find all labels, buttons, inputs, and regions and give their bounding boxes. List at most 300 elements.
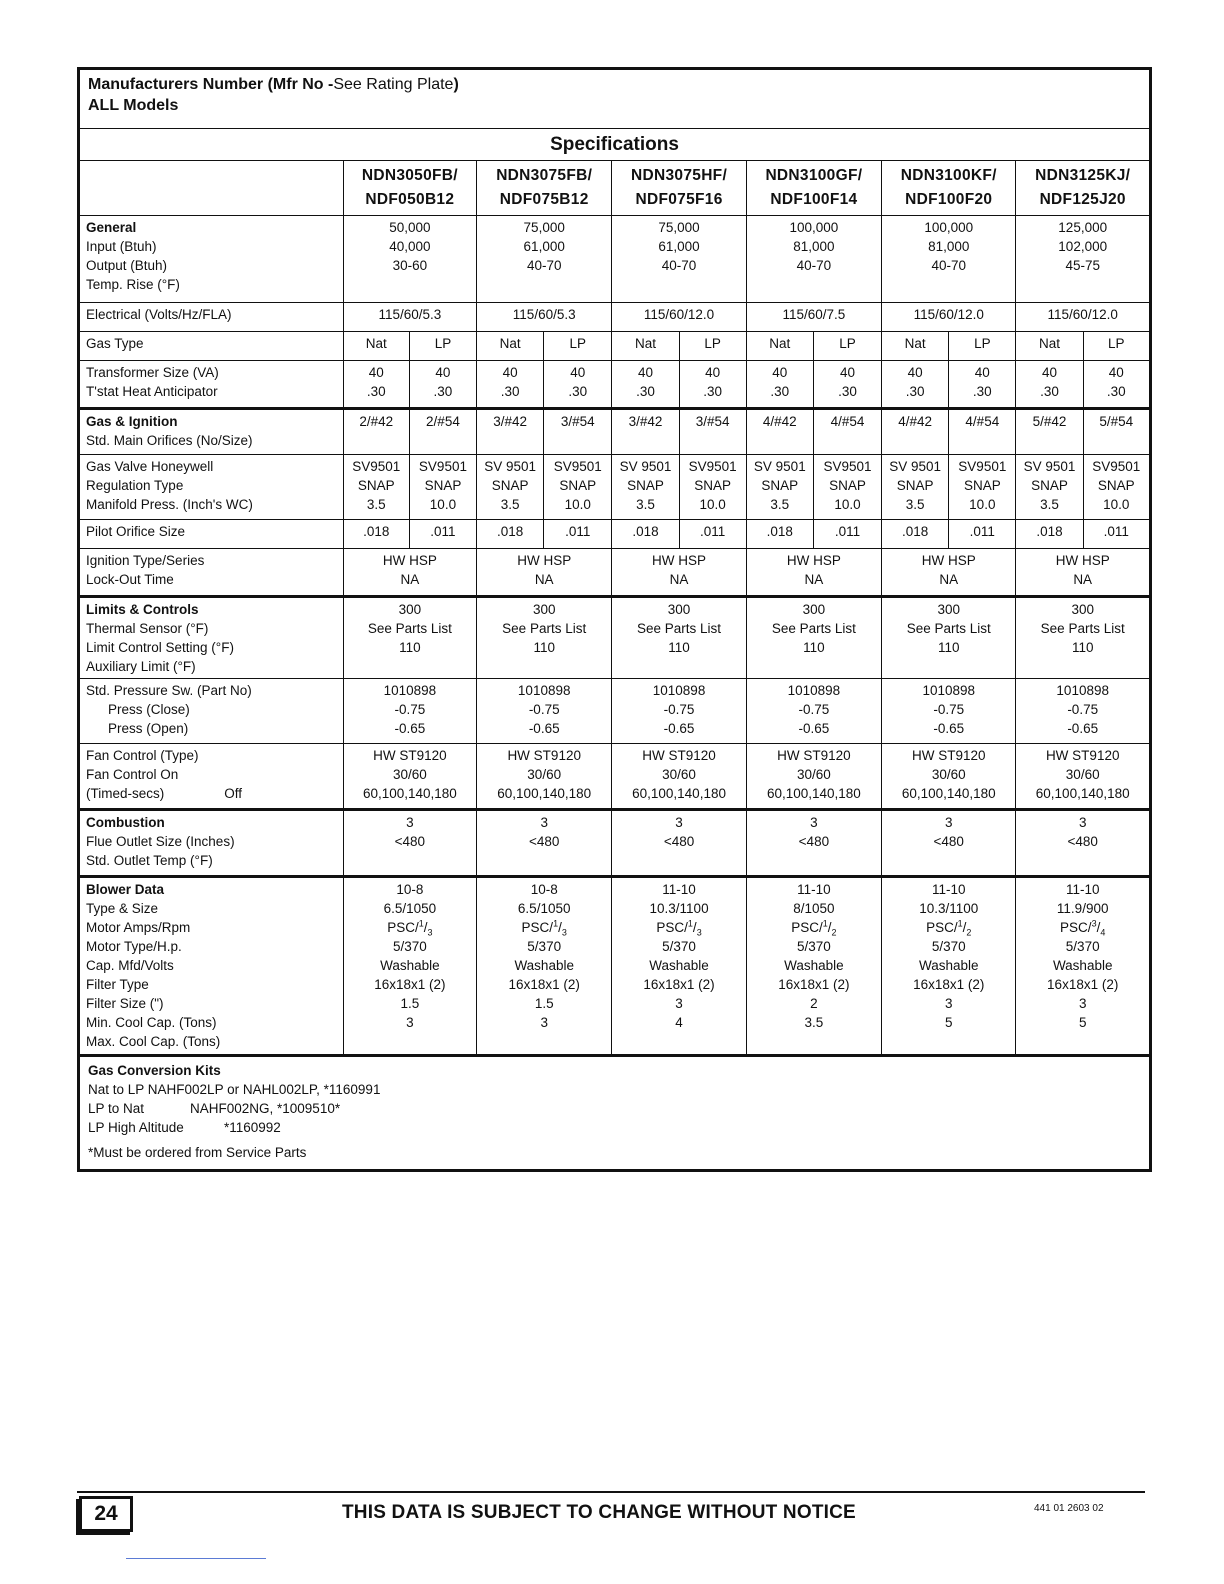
ignition-row <box>79 549 1151 597</box>
blower-label: Motor Type/H.p. <box>86 939 182 954</box>
model-column-header <box>882 161 1016 216</box>
transformer-value-cell <box>477 361 544 409</box>
limits-label-cell <box>79 597 344 679</box>
fan-value: 30/60 <box>796 767 831 782</box>
fan-value-cell <box>746 744 881 810</box>
limits-value-cell <box>1016 597 1151 679</box>
gas_valve-label: Manifold Press. (Inch's WC) <box>86 497 253 512</box>
gas_type-value: LP <box>839 336 856 351</box>
combustion-value: <480 <box>798 834 830 849</box>
general-value: 125,000 <box>1058 220 1108 235</box>
fan-value: 30/60 <box>1065 767 1100 782</box>
pressure-value: 1010898 <box>652 683 706 698</box>
fan-value-cell <box>477 744 612 810</box>
pilot-value-cell <box>1083 520 1150 549</box>
gas_ignition-value: 3/#54 <box>695 414 730 429</box>
transformer-value: 40 <box>570 365 586 380</box>
pressure-value: 1010898 <box>1056 683 1109 698</box>
page-number: 24 <box>79 1496 133 1532</box>
footer-divider <box>77 1491 1145 1493</box>
fan-value: 60,100,140,180 <box>497 786 592 801</box>
limits-value: See Parts List <box>637 621 722 636</box>
ignition-value: NA <box>400 572 420 587</box>
transformer-value-cell <box>343 361 409 409</box>
blower-cap: 5/370 <box>662 939 696 954</box>
blower-cap: 5/370 <box>392 939 427 954</box>
blower-motor-hp: PSC/$^1/_2$ <box>791 918 837 938</box>
general-value: 40-70 <box>796 258 832 273</box>
combustion-value: 3 <box>810 815 818 830</box>
general-value-cell <box>1016 216 1151 303</box>
general-value: 100,000 <box>789 220 839 235</box>
pilot-value: .011 <box>834 524 861 539</box>
pressure-value: -0.75 <box>933 702 965 717</box>
blower-filter-size: 16x18x1 (2) <box>913 977 985 992</box>
manufacturer-number-header <box>79 69 1151 129</box>
transformer-value: .30 <box>838 384 857 399</box>
ignition-label-cell <box>79 549 344 597</box>
blower-type-size: 10-8 <box>530 882 558 897</box>
limits-label: Auxiliary Limit (°F) <box>86 659 196 674</box>
blower-min-cool: 3 <box>675 996 683 1011</box>
electrical-value-cell <box>1016 303 1151 332</box>
gas_valve-value: 10.0 <box>429 497 457 512</box>
blower-type-size: 11-10 <box>662 882 696 897</box>
motor-type: PSC/ <box>926 920 958 935</box>
fan-value-cell <box>882 744 1016 810</box>
gas_valve-value-cell <box>746 455 813 520</box>
pilot-value-cell <box>343 520 409 549</box>
general-value: 40,000 <box>389 239 431 254</box>
transformer-value: 40 <box>1041 365 1057 380</box>
model-number: NDN3100GF/ <box>765 167 863 184</box>
general-value-cell <box>343 216 476 303</box>
blower-motor-hp: PSC/$^1/_2$ <box>926 918 972 938</box>
limits-value: 110 <box>399 640 421 655</box>
blower-motor-amps: 11.9/900 <box>1056 901 1109 916</box>
combustion-value: <480 <box>663 834 695 849</box>
general-label: Input (Btuh) <box>86 239 157 254</box>
bottom-link-underline[interactable] <box>126 1558 266 1559</box>
limits-value-cell <box>612 597 746 679</box>
transformer-value: 40 <box>368 365 384 380</box>
gas_valve-value: SV9501 <box>418 459 467 474</box>
limits-value: See Parts List <box>771 621 856 636</box>
ignition-value: HW HSP <box>786 553 841 568</box>
gas_valve-value: 10.0 <box>1103 497 1130 512</box>
gas_type-value-cell <box>409 332 476 361</box>
general-value: 102,000 <box>1058 239 1108 254</box>
ignition-value-cell <box>882 549 1016 597</box>
transformer-value: .30 <box>972 384 992 399</box>
pressure-value: -0.75 <box>1067 702 1099 717</box>
gas_valve-value: 3.5 <box>366 497 386 512</box>
transformer-value: 40 <box>705 365 721 380</box>
blower-min-cool: 3 <box>1078 996 1087 1011</box>
gas_ignition-value: 4/#54 <box>830 414 865 429</box>
kit-lp-high-altitude-value: *1160992 <box>224 1120 281 1135</box>
limits-value: See Parts List <box>906 621 991 636</box>
limits-value: See Parts List <box>502 621 587 636</box>
gas_valve-value: SV9501 <box>823 459 872 474</box>
transformer-value-cell <box>679 361 746 409</box>
pressure-row <box>79 679 1151 744</box>
blower-motor-hp: PSC/$^1/_3$ <box>656 918 702 938</box>
gas_type-value: LP <box>1108 336 1125 351</box>
blower-label: Motor Amps/Rpm <box>86 920 191 935</box>
gas_ignition-value-cell <box>477 409 544 455</box>
combustion-value-cell <box>612 810 746 877</box>
gas_valve-value-cell <box>612 455 679 520</box>
limits-value: 110 <box>668 640 690 655</box>
blower-label: Max. Cool Cap. (Tons) <box>86 1034 221 1049</box>
combustion-value: 3 <box>540 815 548 830</box>
electrical-label-cell <box>79 303 344 332</box>
mfr-close: ) <box>453 76 459 93</box>
fan-value: HW ST9120 <box>373 748 447 763</box>
ignition-value: NA <box>1073 572 1093 587</box>
kit-lp-to-nat <box>88 1099 1141 1118</box>
pressure-label-cell <box>79 679 344 744</box>
transformer-value: .30 <box>1106 384 1126 399</box>
combustion-section-title: Combustion <box>86 815 165 830</box>
pilot-value: .011 <box>430 524 456 539</box>
pilot-value-cell <box>612 520 679 549</box>
blower-label: Min. Cool Cap. (Tons) <box>86 1015 217 1030</box>
fan-label: Fan Control (Type) <box>86 748 199 763</box>
blower-filter-type: Washable <box>784 958 844 973</box>
pilot-value: .018 <box>363 524 390 539</box>
general-value: 61,000 <box>658 239 700 254</box>
gas_valve-value: 10.0 <box>699 497 726 512</box>
limits-value: 300 <box>667 602 691 617</box>
pilot-value: .018 <box>496 524 524 539</box>
pressure-value-cell <box>746 679 881 744</box>
combustion-value: <480 <box>1067 834 1098 849</box>
pressure-value: -0.65 <box>798 721 830 736</box>
pressure-value-cell <box>612 679 746 744</box>
transformer-value: 40 <box>772 365 788 380</box>
limits-value: 300 <box>398 602 422 617</box>
gas_ignition-value: 4/#54 <box>965 414 1000 429</box>
gas_valve-row <box>79 455 1151 520</box>
transformer-value-cell <box>409 361 476 409</box>
ignition-value: NA <box>939 572 959 587</box>
gas_type-value-cell <box>746 332 813 361</box>
pressure-value: 1010898 <box>922 683 976 698</box>
gas_ignition-section-title: Gas & Ignition <box>86 414 178 429</box>
blower-filter-type: Washable <box>380 958 440 973</box>
gas_type-value: Nat <box>634 336 656 351</box>
blower-motor-amps: 10.3/1100 <box>649 901 709 916</box>
gas_valve-value: 10.0 <box>834 497 861 512</box>
transformer-value-cell <box>1016 361 1083 409</box>
blower-value-cell <box>612 877 746 1056</box>
limits-value: 110 <box>803 640 825 655</box>
gas_valve-value: 3.5 <box>636 497 655 512</box>
blower-section-title: Blower Data <box>86 882 165 897</box>
motor-type: PSC/ <box>1060 920 1092 935</box>
gas_valve-value: SV9501 <box>1092 459 1141 474</box>
gas_valve-value: SV 9501 <box>889 459 942 474</box>
blower-filter-size: 16x18x1 (2) <box>1047 977 1119 992</box>
gas_ignition-value: 2/#54 <box>426 414 460 429</box>
transformer-value: 40 <box>435 365 451 380</box>
gas_type-label: Gas Type <box>86 336 144 351</box>
combustion-value-cell <box>477 810 612 877</box>
blower-motor-amps: 6.5/1050 <box>517 901 571 916</box>
pilot-value-cell <box>746 520 813 549</box>
gas_ignition-value: 4/#42 <box>898 414 933 429</box>
gas_valve-value-cell <box>882 455 949 520</box>
pressure-value: -0.65 <box>663 721 695 736</box>
gas_valve-value: SNAP <box>491 478 529 493</box>
general-label: Temp. Rise (°F) <box>86 277 180 292</box>
gas_ignition-value-cell <box>1016 409 1083 455</box>
fan-value: HW ST9120 <box>507 748 581 763</box>
gas_ignition-value: 5/#42 <box>1032 414 1067 429</box>
transformer-value: 40 <box>907 365 923 380</box>
model-number: NDF100F14 <box>770 191 858 208</box>
electrical-row <box>79 303 1151 332</box>
gas_ignition-value-cell <box>612 409 679 455</box>
pilot-label: Pilot Orifice Size <box>86 524 186 539</box>
blower-min-cool: 1.5 <box>534 996 554 1011</box>
fan-value: HW ST9120 <box>1045 748 1120 763</box>
pressure-value-cell <box>882 679 1016 744</box>
pilot-value: .011 <box>699 524 726 539</box>
gas_type-value-cell <box>679 332 746 361</box>
blower-motor-hp: PSC/$^1/_3$ <box>521 918 567 938</box>
general-value: 30-60 <box>392 258 428 273</box>
general-row <box>79 216 1151 303</box>
limits-value-cell <box>477 597 612 679</box>
model-header-row <box>79 161 1151 216</box>
fan-value: 60,100,140,180 <box>632 786 726 801</box>
general-value-cell <box>746 216 881 303</box>
transformer-value-cell <box>746 361 813 409</box>
gas_ignition-value: 3/#42 <box>628 414 663 429</box>
gas_valve-value: SV9501 <box>958 459 1007 474</box>
transformer-value: .30 <box>905 384 925 399</box>
gas_valve-value-cell <box>1083 455 1150 520</box>
general-value: 45-75 <box>1065 258 1100 273</box>
pressure-value: 1010898 <box>383 683 437 698</box>
limits-value-cell <box>343 597 476 679</box>
fan-value: 60,100,140,180 <box>766 786 861 801</box>
limits-value: 300 <box>802 602 826 617</box>
transformer-value-cell <box>544 361 612 409</box>
electrical-value: 115/60/12.0 <box>1047 307 1118 322</box>
transformer-value: 40 <box>637 365 653 380</box>
kit-nat-to-lp: Nat to LP NAHF002LP or NAHL002LP, *1160991 <box>88 1082 381 1097</box>
gas_ignition-value: 4/#42 <box>762 414 797 429</box>
general-value: 40-70 <box>526 258 562 273</box>
ignition-value: NA <box>804 572 824 587</box>
pilot-value-cell <box>544 520 612 549</box>
electrical-label: Electrical (Volts/Hz/FLA) <box>86 307 232 322</box>
pressure-value: -0.75 <box>528 702 560 717</box>
gas_valve-value-cell <box>409 455 476 520</box>
fan-value-cell <box>612 744 746 810</box>
gas_type-value: LP <box>434 336 452 351</box>
fan-value: 30/60 <box>392 767 427 782</box>
blower-filter-size: 16x18x1 (2) <box>778 977 850 992</box>
pilot-value: .011 <box>565 524 591 539</box>
pilot-value: .011 <box>1103 524 1129 539</box>
pressure-value: 1010898 <box>787 683 841 698</box>
blower-label: Filter Type <box>86 977 149 992</box>
blower-type-size: 11-10 <box>797 882 831 897</box>
model-header-blank <box>79 161 344 216</box>
combustion-label: Flue Outlet Size (Inches) <box>86 834 235 849</box>
ignition-value-cell <box>1016 549 1151 597</box>
gas_type-value: Nat <box>365 336 387 351</box>
fan-value: 30/60 <box>662 767 696 782</box>
specifications-title: Specifications <box>79 129 1151 161</box>
ignition-value-cell <box>612 549 746 597</box>
gas_valve-value: SV 9501 <box>619 459 672 474</box>
blower-max-cool: 5 <box>1078 1015 1087 1030</box>
gas_valve-value-cell <box>343 455 409 520</box>
gas_type-value-cell <box>544 332 612 361</box>
blower-value-cell <box>343 877 476 1056</box>
pilot-label-cell <box>79 520 344 549</box>
transformer-value-cell <box>813 361 881 409</box>
gas_ignition-value-cell <box>949 409 1016 455</box>
all-models-label: ALL Models <box>88 97 179 114</box>
electrical-value: 115/60/7.5 <box>782 307 846 322</box>
transformer-value: 40 <box>974 365 990 380</box>
pressure-value-cell <box>1016 679 1151 744</box>
pilot-value: .018 <box>902 524 929 539</box>
transformer-value: .30 <box>433 384 453 399</box>
electrical-value: 115/60/5.3 <box>378 307 442 322</box>
combustion-label-cell <box>79 810 344 877</box>
gas_ignition-value-cell <box>1083 409 1150 455</box>
gas_valve-label-cell <box>79 455 344 520</box>
pilot-value-cell <box>949 520 1016 549</box>
ignition-label: Ignition Type/Series <box>86 553 205 568</box>
ignition-value: NA <box>669 572 689 587</box>
pressure-value-cell <box>477 679 612 744</box>
fan-label: Fan Control On <box>86 767 179 782</box>
gas_type-label-cell <box>79 332 344 361</box>
motor-type: PSC/ <box>791 920 823 935</box>
hp-denominator: 3 <box>696 927 702 938</box>
ignition-value: NA <box>534 572 554 587</box>
gas_valve-value: SNAP <box>357 478 395 493</box>
blower-value-cell <box>746 877 881 1056</box>
gas_type-value-cell <box>949 332 1016 361</box>
gas_type-value-cell <box>1016 332 1083 361</box>
gas_type-value-cell <box>882 332 949 361</box>
gas_ignition-label: Std. Main Orifices (No/Size) <box>86 433 253 448</box>
general-value: 40-70 <box>931 258 966 273</box>
conversion-kits-row <box>79 1056 1151 1171</box>
limits-value: 300 <box>937 602 960 617</box>
general-value: 50,000 <box>389 220 431 235</box>
limits-value: 110 <box>1071 640 1094 655</box>
blower-motor-amps: 6.5/1050 <box>383 901 437 916</box>
general-value: 61,000 <box>523 239 565 254</box>
hp-denominator: 4 <box>1100 927 1106 938</box>
blower-label: Cap. Mfd/Volts <box>86 958 174 973</box>
model-column-header <box>1016 161 1151 216</box>
specifications-table <box>77 67 1152 1172</box>
transformer-value: .30 <box>366 384 386 399</box>
gas_valve-value: SV 9501 <box>753 459 806 474</box>
blower-max-cool: 5 <box>944 1015 953 1030</box>
ignition-value: HW HSP <box>517 553 572 568</box>
limits-row <box>79 597 1151 679</box>
gas_type-row <box>79 332 1151 361</box>
model-number: NDF050B12 <box>365 191 455 208</box>
gas_valve-value: SNAP <box>963 478 1001 493</box>
transformer-value: .30 <box>770 384 790 399</box>
electrical-value-cell <box>612 303 746 332</box>
gas_valve-label: Regulation Type <box>86 478 184 493</box>
pressure-value: -0.75 <box>394 702 426 717</box>
ignition-value: HW HSP <box>921 553 976 568</box>
hp-denominator: 3 <box>561 927 567 938</box>
fan-label <box>86 784 337 803</box>
pilot-value-cell <box>477 520 544 549</box>
transformer-value: .30 <box>703 384 723 399</box>
gas_valve-value-cell <box>477 455 544 520</box>
motor-type: PSC/ <box>521 920 554 935</box>
pressure-label: Press (Close) <box>108 702 190 717</box>
transformer-value: 40 <box>502 365 518 380</box>
ignition-value: HW HSP <box>652 553 707 568</box>
pilot-value: .011 <box>969 524 995 539</box>
model-number: NDN3100KF/ <box>900 167 997 184</box>
hp-denominator: 2 <box>966 927 972 938</box>
model-number: NDN3075HF/ <box>631 167 728 184</box>
blower-min-cool: 3 <box>944 996 953 1011</box>
gas_valve-value: SNAP <box>829 478 866 493</box>
gas_valve-value: SNAP <box>1097 478 1135 493</box>
model-column-header <box>746 161 881 216</box>
mfr-label: Manufacturers Number (Mfr No - <box>88 76 334 93</box>
hp-numerator: 3 <box>1091 918 1097 929</box>
combustion-value: 3 <box>1078 815 1087 830</box>
combustion-value-cell <box>1016 810 1151 877</box>
general-section-title: General <box>86 220 137 235</box>
electrical-value-cell <box>882 303 1016 332</box>
gas_type-value-cell <box>477 332 544 361</box>
fan-value: 30/60 <box>527 767 562 782</box>
electrical-value-cell <box>746 303 881 332</box>
pilot-value-cell <box>882 520 949 549</box>
general-value: 75,000 <box>658 220 700 235</box>
pilot-value: .018 <box>766 524 793 539</box>
combustion-value-cell <box>746 810 881 877</box>
gas_valve-value: 3.5 <box>905 497 925 512</box>
blower-max-cool: 3 <box>406 1015 414 1030</box>
pressure-value: -0.75 <box>798 702 830 717</box>
gas_valve-value: SV 9501 <box>1023 459 1076 474</box>
blower-value-cell <box>477 877 612 1056</box>
gas_type-value: LP <box>704 336 721 351</box>
blower-label: Type & Size <box>86 901 159 916</box>
blower-cap: 5/370 <box>931 939 966 954</box>
gas_valve-value: 3.5 <box>770 497 790 512</box>
model-number: NDN3125KJ/ <box>1035 167 1131 184</box>
pilot-value: .018 <box>632 524 659 539</box>
blower-cap: 5/370 <box>796 939 831 954</box>
combustion-value: 3 <box>675 815 683 830</box>
